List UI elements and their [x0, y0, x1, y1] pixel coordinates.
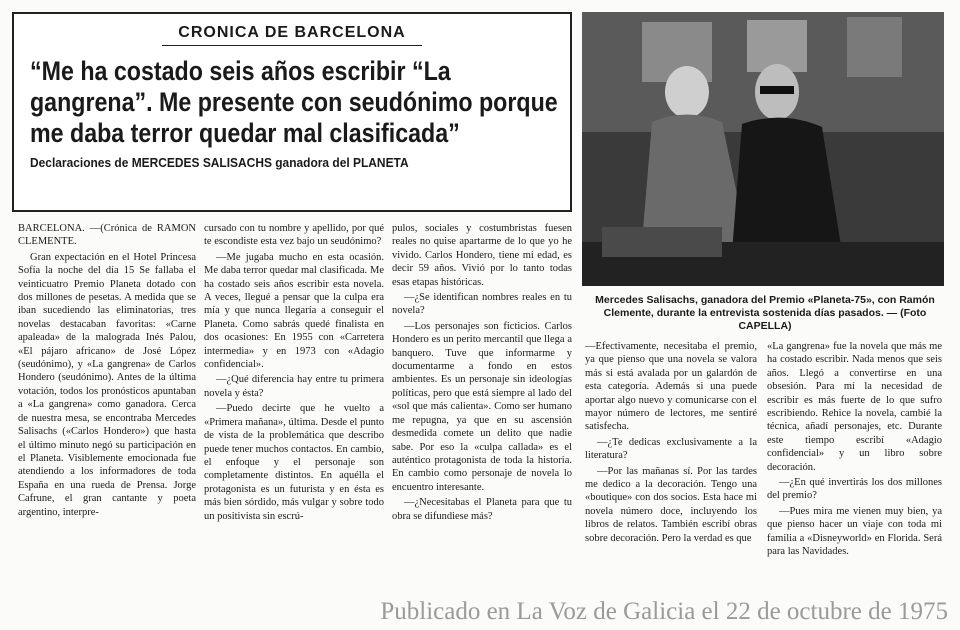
column-3-paragraph: pulos, sociales y costumbristas fuesen reales no quise apartarme de lo que yo he vivido. Carlos Hondero, tiene mi edad, es decir 59 años. Vivió por lo tanto todas esas etapas históricas.	[392, 223, 572, 288]
column-5-paragraph: «La gangrena» fue la novela que más me ha costado escribir. Nada menos que seis años. Llegó a convertirse en una obsesión. Para mí la necesidad de escribir es más fuerte de lo que sufro escribiendo. Rehice la novela, cambié la técnica, añadí personajes, etc. Durante este tiempo escribí «Adagio confidencial» y un libro sobre decoración.	[767, 341, 942, 473]
column-1-paragraph: Gran expectación en el Hotel Princesa Sofía la noche del día 15 Se fallaba el veinticuatro Premio Planeta dotado con dos millones de pesetas. A medida que se iban sucediendo las eliminatorias, tres novelas destacaban favoritas: «Carne apaleada» de la malograda Inés Palou, «El pájaro africano» de José López (seudónimo), y «La gangrena» de Carlos Hondero (seudónimo). Antes de la última votación, todos los pronósticos apuntaban a «La gangrena» como ganadora. Cerca de nuestra mesa, se encontraba Mercedes Salisachs («Carlos Hondero») que hasta el último minuto negó su participación en el Planeta. Visiblemente emocionada fue atendiendo a los informadores de toda España en una rueda de Prensa. Jorge Cafrune, el gran cantante y poeta argentino, interpre-	[18, 251, 196, 518]
column-4-paragraph: —Por las mañanas sí. Por las tardes me dedico a la decoración. Tengo una «boutique» con dos socios. Esta hace mi novela número doce, incluyendo los libros de relatos. También escribí obras sobre decoración. Pero la verdad es que	[585, 465, 757, 544]
headline-box	[12, 12, 572, 212]
column-5-paragraph: —Pues mira me vienen muy bien, ya que pienso hacer un viaje con toda mi familia a «Disneyworld» en Florida. Será para las Navidades.	[767, 505, 942, 558]
headline: “Me ha costado seis años escribir “La gangrena”. Me presente con seudónimo porque me daba terror quedar mal clasificada”	[30, 56, 558, 148]
column-3-paragraph: —¿Necesitabas el Planeta para que tu obra se difundiese más?	[392, 497, 572, 522]
column-2-paragraph: —¿Qué diferencia hay entre tu primera novela y ésta?	[204, 374, 384, 399]
article-column-3	[392, 222, 572, 590]
column-2-paragraph: —Me jugaba mucho en esta ocasión. Me daba terror quedar mal clasificada. Me ha costado seis años escribir esta novela. A veces, llegué a pensar que la culpa era mía y que nunca llegaría a conseguir el Planeta. Como sabrás quedé finalista en dos ocasiones: En 1955 con «Carretera intermedia» y en 1973 con «Adagio confidencial».	[204, 251, 384, 371]
column-1-paragraph: BARCELONA. —(Crónica de RAMON CLEMENTE.	[18, 223, 196, 248]
column-5-paragraph: —¿En qué invertirás los dos millones del premio?	[767, 477, 942, 502]
column-4-paragraph: —Efectivamente, necesitaba el premio, ya que pienso que una novela se valora más si está avalada por un galardón de esta categoría. Además si una puede aportar algo nuevo y comunicarse con el mayor número de lectores, me sentiré satisfecha.	[585, 341, 757, 433]
publication-credit: Publicado en La Voz de Galicia el 22 de octubre de 1975	[380, 598, 948, 625]
news-photo	[582, 12, 944, 286]
article-column-5	[767, 340, 942, 590]
column-4-paragraph: —¿Te dedicas exclusivamente a la literatura?	[585, 436, 757, 462]
article-column-1	[18, 222, 196, 590]
article-column-2	[204, 222, 384, 590]
column-2-paragraph: —Puedo decirte que he vuelto a «Primera mañana», última. Desde el punto de vista de la problemática que describo puede tener muchos contactos. En cambio, el enfoque y el personaje son completamente distintos. En aquélla el protagonista es un futurista y en ésta es más bien sórdido, más vulgar y sobre todo un positivista sin escrú-	[204, 403, 384, 522]
photo-illustration	[582, 12, 944, 286]
subhead: Declaraciones de MERCEDES SALISACHS ganadora del PLANETA	[30, 155, 409, 170]
article-column-4	[585, 340, 757, 590]
section-label: CRONICA DE BARCELONA	[162, 24, 422, 46]
photo-caption: Mercedes Salisachs, ganadora del Premio «Planeta-75», con Ramón Clemente, durante la entrevista sostenida días pasados. — (Foto CAPELLA)	[595, 294, 935, 332]
column-3-paragraph: —¿Se identifican nombres reales en tu novela?	[392, 292, 572, 317]
column-3-paragraph: —Los personajes son ficticios. Carlos Hondero es un perito mercantil que llega a banquero. Tuve que informarme y documentarme a fondo en estos ambientes. Es un personaje sin ideologías políticas, pero que está siempre al lado del «sol que más calienta». Como ser humano me repugna, ya que en su ascensión desmedida comete un delito que nadie sabe. Por eso la «culpa callada» es el auténtico protagonista de toda la historia. En cambio como personaje de novela lo encuentro interesante.	[392, 320, 572, 493]
column-2-paragraph: cursado con tu nombre y apellido, por qué te escondiste esta vez bajo un seudónimo?	[204, 223, 384, 248]
